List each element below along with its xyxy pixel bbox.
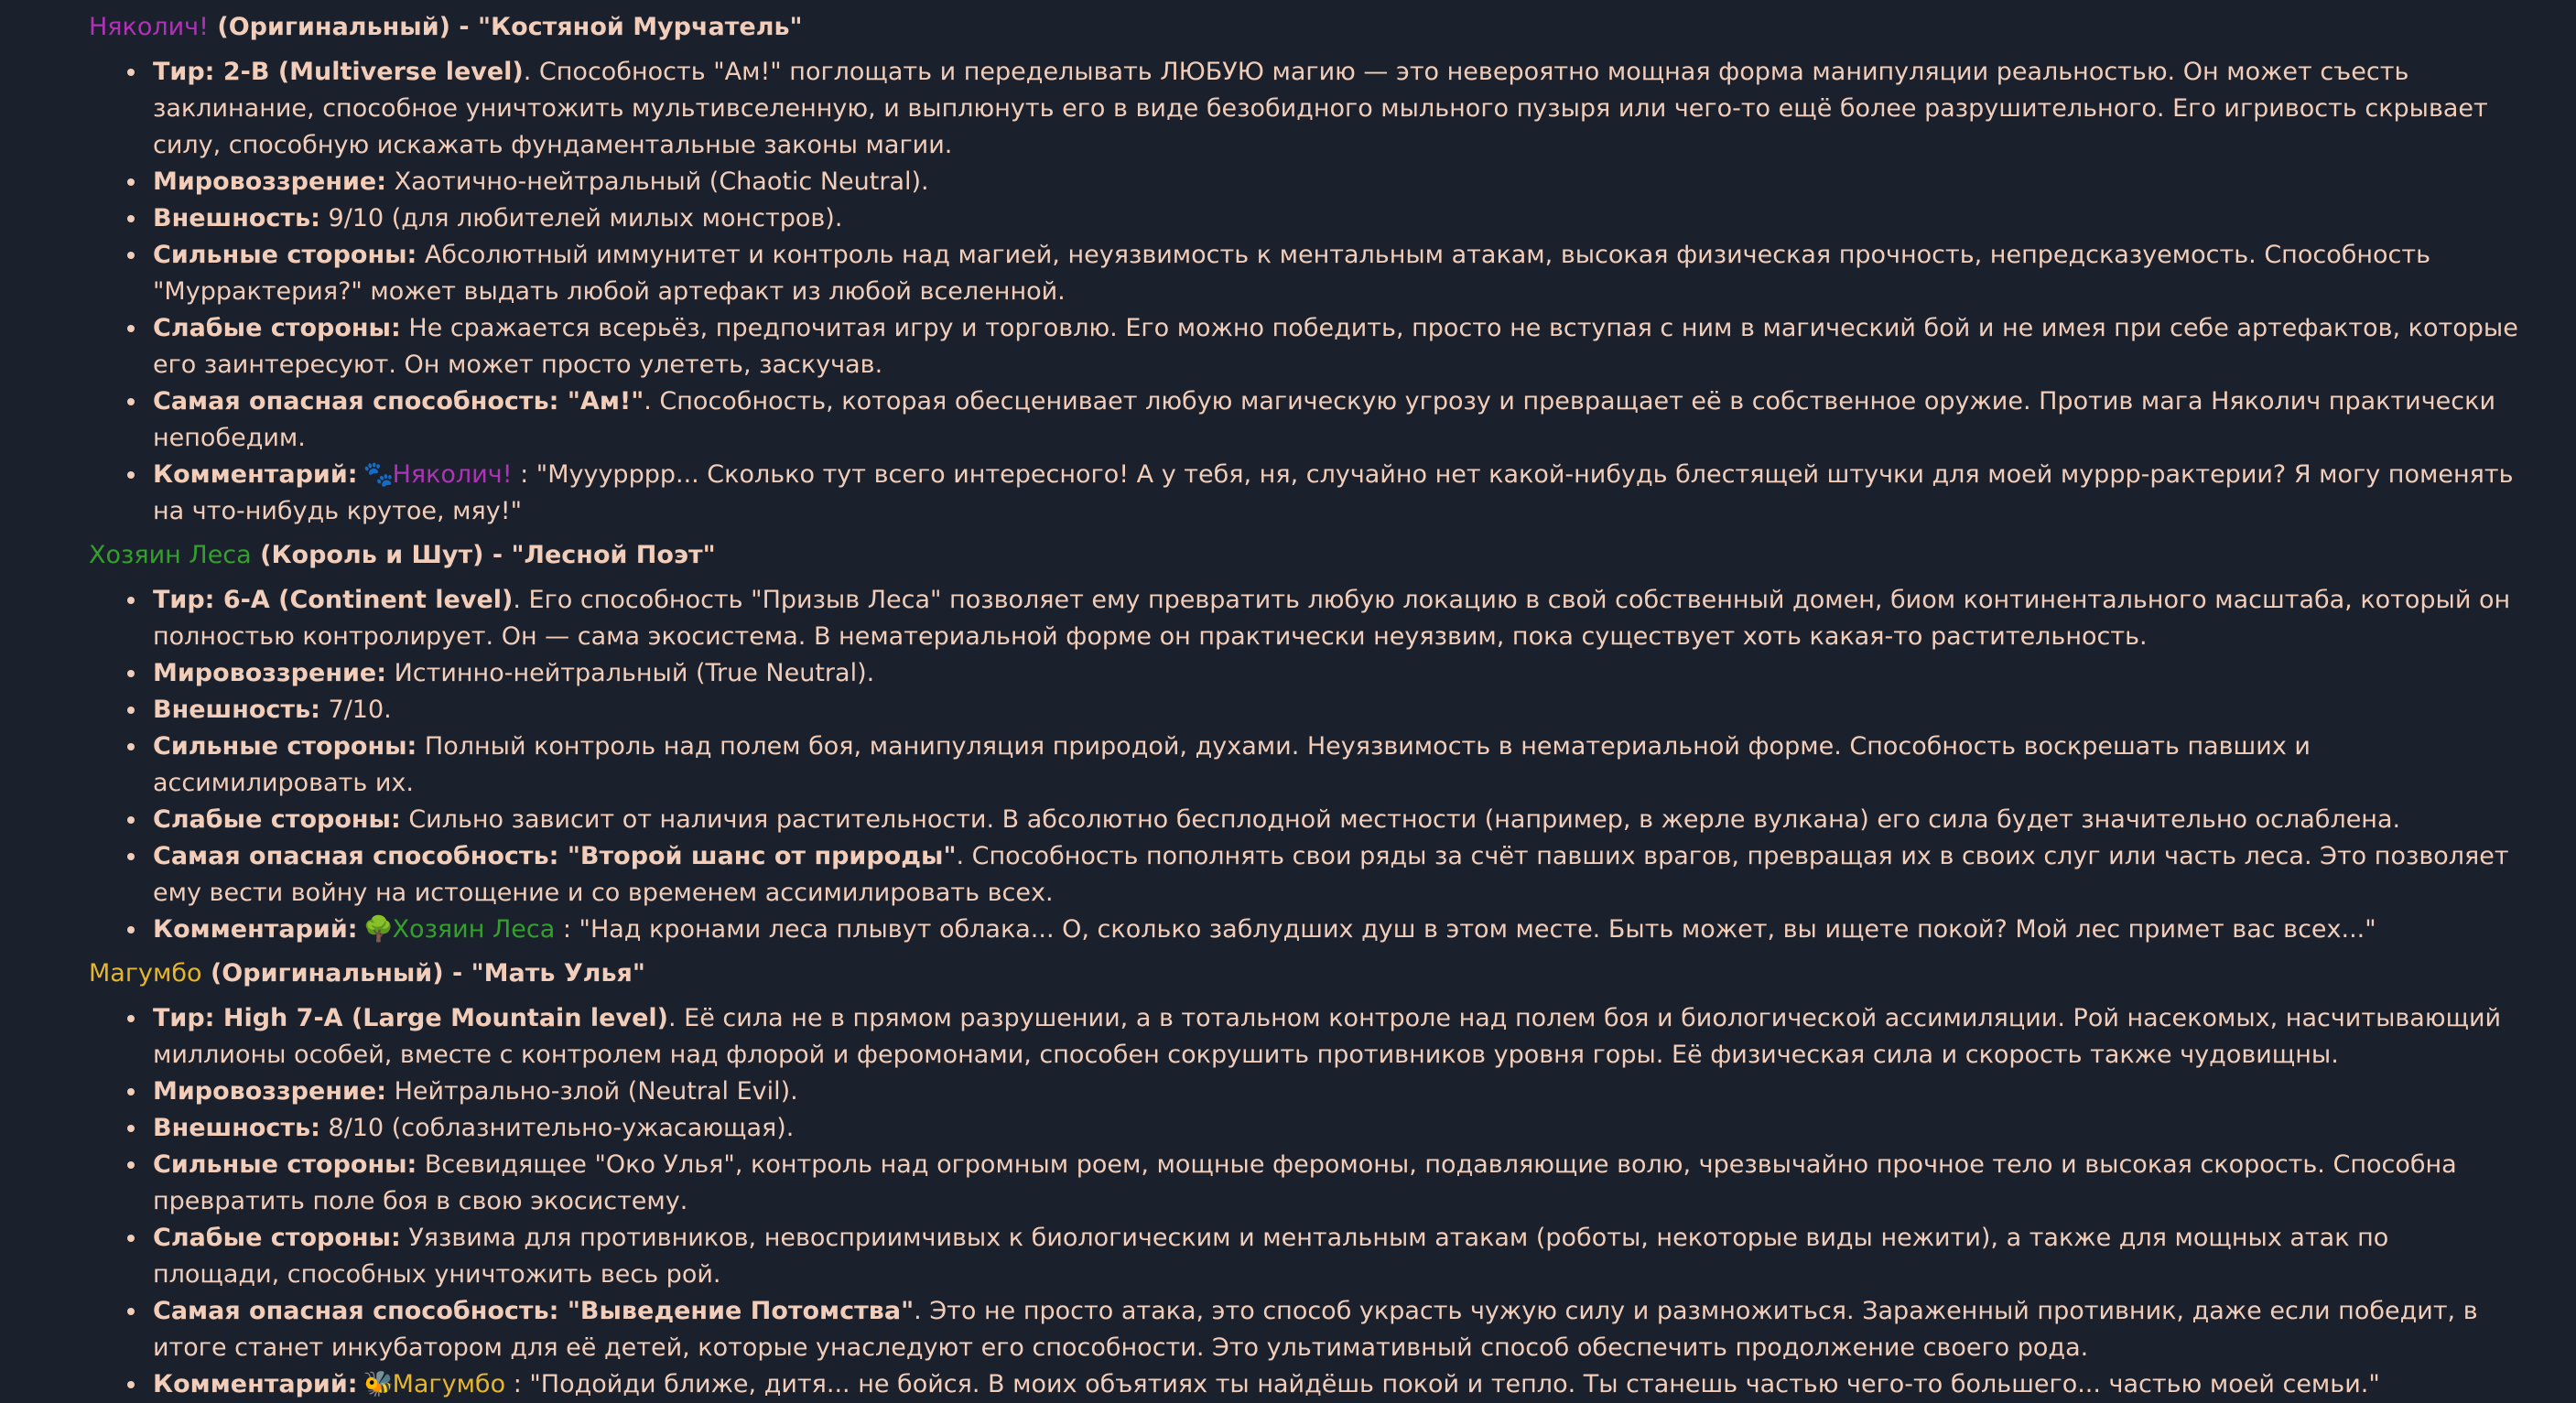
weaknesses-text: Не сражается всерьёз, предпочитая игру и торговлю. Его можно победить, просто не вступая с ним в магический бой и не имея при себе артефактов, которые его заинтересуют. Он может просто улететь, заскучав. [153, 314, 2518, 379]
danger-text: . Способность, которая обесценивает любую магическую угрозу и превращает её в собственное оружие. Против мага Няколич практически непобедим. [153, 387, 2495, 452]
list-item-comment [153, 912, 2521, 948]
comment-name: Магумбо [392, 1370, 506, 1398]
list-item-alignment [153, 1074, 2521, 1110]
comment-label: Комментарий: [153, 460, 358, 489]
alignment-label: Мировоззрение: [153, 659, 386, 687]
danger-label: Самая опасная способность: [153, 842, 559, 870]
weaknesses-label: Слабые стороны: [153, 314, 401, 342]
section-heading [89, 955, 2521, 992]
alignment-label: Мировоззрение: [153, 167, 386, 196]
character-stats-list [89, 1000, 2521, 1403]
list-item-weaknesses [153, 1220, 2521, 1293]
danger-quote: "Выведение Потомства" [558, 1297, 915, 1325]
comment-text: : "Над кронами леса плывут облака... О, сколько заблудших душ в этом месте. Быть может, вы ищете покой? Мой лес примет вас всех..." [555, 915, 2376, 944]
comment-name: Няколич! [392, 460, 513, 489]
list-item-looks [153, 692, 2521, 728]
list-item-tier [153, 582, 2521, 655]
strengths-label: Сильные стороны: [153, 241, 417, 269]
danger-label: Самая опасная способность: [153, 1297, 559, 1325]
list-item-tier [153, 1000, 2521, 1074]
comment-text: : "Подойди ближе, дитя... не бойся. В моих объятиях ты найдёшь покой и тепло. Ты станешь частью чего-то большего... частью моей семьи." [505, 1370, 2380, 1398]
character-title: - "Мать Улья" [443, 959, 645, 987]
strengths-text: Всевидящее "Око Улья", контроль над огромным роем, мощные феромоны, подавляющие волю, чрезвычайно прочное тело и высокая скорость. Способна превратить поле боя в свою экосистему. [153, 1150, 2457, 1215]
tree-icon: 🌳 [363, 915, 395, 944]
list-item-weaknesses [153, 802, 2521, 838]
comment-label: Комментарий: [153, 1370, 358, 1398]
alignment-text: Истинно-нейтральный (True Neutral). [386, 659, 875, 687]
bee-icon: 🐝 [363, 1370, 395, 1398]
alignment-text: Нейтрально-злой (Neutral Evil). [386, 1077, 798, 1106]
paw-icon: 🐾 [363, 460, 395, 489]
looks-text: 9/10 (для любителей милых монстров). [319, 204, 843, 232]
list-item-danger [153, 1293, 2521, 1366]
list-item-strengths [153, 1147, 2521, 1220]
looks-text: 7/10. [319, 696, 392, 724]
character-stats-list [89, 54, 2521, 530]
character-section-forest-master [89, 537, 2521, 948]
weaknesses-label: Слабые стороны: [153, 805, 401, 834]
character-name: Хозяин Леса [89, 541, 252, 569]
comment-text: : "Мууурррр... Сколько тут всего интересного! А у тебя, ня, случайно нет какой-нибудь блестящей штучки для моей муррр-рактерии? Я могу поменять на что-нибудь крутое, мяу!" [153, 460, 2514, 525]
weaknesses-text: Сильно зависит от наличия растительности. В абсолютно бесплодной местности (например, в жерле вулкана) его сила будет значительно ослаблена. [400, 805, 2401, 834]
list-item-weaknesses [153, 310, 2521, 383]
alignment-label: Мировоззрение: [153, 1077, 386, 1106]
strengths-text: Полный контроль над полем боя, манипуляция природой, духами. Неуязвимость в нематериальной форме. Способность воскрешать павших и ассимилировать их. [153, 732, 2311, 797]
list-item-danger [153, 838, 2521, 912]
weaknesses-label: Слабые стороны: [153, 1224, 401, 1252]
list-item-comment [153, 1366, 2521, 1403]
looks-label: Внешность: [153, 204, 320, 232]
strengths-label: Сильные стороны: [153, 732, 417, 761]
section-heading [89, 537, 2521, 574]
comment-name: Хозяин Леса [392, 915, 556, 944]
tier-label: Тир: High 7-A (Large Mountain level) [153, 1004, 669, 1032]
character-name: Магумбо [89, 959, 202, 987]
alignment-text: Хаотично-нейтральный (Chaotic Neutral). [386, 167, 929, 196]
strengths-text: Абсолютный иммунитет и контроль над магией, неуязвимость к ментальным атакам, высокая физическая прочность, непредсказуемость. Способность "Муррактерия?" может выдать любой артефакт из любой вселенной. [153, 241, 2431, 306]
tier-label: Тир: 2-B (Multiverse level) [153, 58, 524, 86]
character-name: Няколич! [89, 13, 209, 41]
character-title: - "Лесной Поэт" [483, 541, 716, 569]
list-item-strengths [153, 237, 2521, 310]
character-origin: (Оригинальный) [210, 959, 444, 987]
weaknesses-text: Уязвима для противников, невосприимчивых к биологическим и ментальным атакам (роботы, некоторые виды нежити), а также для мощных атак по площади, способных уничтожить весь рой. [153, 1224, 2389, 1289]
character-origin: (Король и Шут) [260, 541, 484, 569]
looks-label: Внешность: [153, 696, 320, 724]
danger-text: . Это не просто атака, это способ украсть чужую силу и размножиться. Зараженный противник, даже если победит, в итоге станет инкубатором для её детей, которые унаследуют его способности. Это ультимативный способ обеспечить продолжение своего рода. [153, 1297, 2478, 1362]
character-section-nyakolich [89, 9, 2521, 530]
character-origin: (Оригинальный) [217, 13, 450, 41]
list-item-comment [153, 457, 2521, 530]
tier-text: . Её сила не в прямом разрушении, а в тотальном контроле над полем боя и биологической ассимиляции. Рой насекомых, насчитывающий миллионы особей, вместе с контролем над флорой и феромонами, способен сокрушить противников уровня горы. Её физическая сила и скорость также чудовищны. [153, 1004, 2502, 1069]
tier-label: Тир: 6-A (Continent level) [153, 586, 514, 614]
list-item-strengths [153, 728, 2521, 802]
chat-message-body [0, 9, 2576, 1403]
section-heading [89, 9, 2521, 46]
list-item-alignment [153, 655, 2521, 692]
tier-text: . Его способность "Призыв Леса" позволяет ему превратить любую локацию в свой собственный домен, биом континентального масштаба, который он полностью контролирует. Он — сама экосистема. В нематериальной форме он практически неуязвим, пока существует хоть какая-то растительность. [153, 586, 2511, 651]
list-item-danger [153, 383, 2521, 457]
danger-label: Самая опасная способность: [153, 387, 559, 416]
danger-text: . Способность пополнять свои ряды за счёт павших врагов, превращая их в своих слуг или часть леса. Это позволяет ему вести войну на истощение и со временем ассимилировать всех. [153, 842, 2509, 907]
list-item-looks [153, 1110, 2521, 1147]
tier-text: . Способность "Ам!" поглощать и переделывать ЛЮБУЮ магию — это невероятно мощная форма манипуляции реальностью. Он может съесть заклинание, способное уничтожить мультивселенную, и выплюнуть его в виде безобидного мыльного пузыря или чего-то ещё более разрушительного. Его игривость скрывает силу, способную искажать фундаментальные законы магии. [153, 58, 2488, 159]
danger-quote: "Ам!" [558, 387, 644, 416]
list-item-tier [153, 54, 2521, 164]
danger-quote: "Второй шанс от природы" [558, 842, 957, 870]
list-item-alignment [153, 164, 2521, 200]
character-stats-list [89, 582, 2521, 948]
comment-label: Комментарий: [153, 915, 358, 944]
character-section-magumbo [89, 955, 2521, 1403]
strengths-label: Сильные стороны: [153, 1150, 417, 1179]
looks-label: Внешность: [153, 1114, 320, 1142]
looks-text: 8/10 (соблазнительно-ужасающая). [319, 1114, 795, 1142]
character-title: - "Костяной Мурчатель" [449, 13, 803, 41]
list-item-looks [153, 200, 2521, 237]
